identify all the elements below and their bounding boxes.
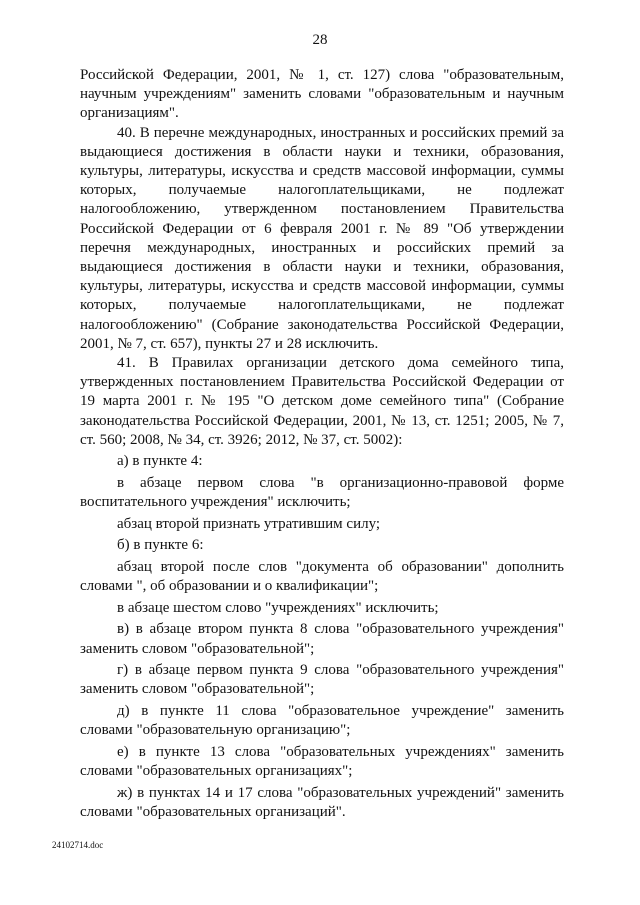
document-body <box>80 66 564 822</box>
subitem-d: д) в пункте 11 слова "образовательное учреждение" заменить словами "образовательную организацию"; <box>80 703 564 739</box>
paragraph-item-40: 40. В перечне международных, иностранных и российских премий за выдающиеся достижения в области науки и техники, образования, культуры, литературы, искусства и средств массовой информации, суммы которых, получаемые налогоплательщиками, не подлежат налогообложению, утвержденном постановлением Правительства Российской Федерации от 6 февраля 2001 г. № 89 "Об утверждении перечня международных, иностранных и российских премий за выдающиеся достижения в области науки и техники, образования, культуры, литературы, искусства и средств массовой информации, суммы которых, получаемые налогоплательщиками, не подлежат налогообложению" (Собрание законодательства Российской Федерации, 2001, № 7, ст. 657), пункты 27 и 28 исключить. <box>80 124 564 352</box>
subitem-a-clause-2: абзац второй признать утратившим силу; <box>117 515 381 532</box>
subitem-a: а) в пункте 4: <box>117 453 203 470</box>
page-number: 28 <box>312 32 328 48</box>
subitem-b: б) в пункте 6: <box>117 537 204 554</box>
subitem-e: е) в пункте 13 слова "образовательных учреждениях" заменить словами "образовательных организациях"; <box>80 743 564 780</box>
file-name-footer: 24102714.doc <box>52 840 104 850</box>
subitem-b-clause-2: в абзаце шестом слово "учреждениях" исключить; <box>117 599 439 616</box>
subitem-b-clause-1: абзац второй после слов "документа об образовании" дополнить словами ", об образовании и о квалификации"; <box>80 559 564 595</box>
subitem-zh: ж) в пунктах 14 и 17 слова "образовательных учреждений" заменить словами "образовательных организаций". <box>80 784 564 820</box>
subitem-a-clause-1: в абзаце первом слова "в организационно-правовой форме воспитательного учреждения" исключить; <box>80 475 564 511</box>
subitem-v: в) в абзаце втором пункта 8 слова "образовательного учреждения" заменить словом "образовательной"; <box>80 621 564 657</box>
paragraph-item-41: 41. В Правилах организации детского дома семейного типа, утвержденных постановлением Правительства Российской Федерации от 19 марта 2001 г. № 195 "О детском доме семейного типа" (Собрание законодательства Российской Федерации, 2001, № 13, ст. 1251; 2005, № 7, ст. 560; 2008, № 34, ст. 3926; 2012, № 37, ст. 5002): <box>80 355 564 448</box>
paragraph-continuation: Российской Федерации, 2001, № 1, ст. 127) слова "образовательным, научным учреждениям" заменить словами "образовательным и научным организациям". <box>80 67 564 122</box>
subitem-g: г) в абзаце первом пункта 9 слова "образовательного учреждения" заменить словом "образовательной"; <box>80 662 564 698</box>
